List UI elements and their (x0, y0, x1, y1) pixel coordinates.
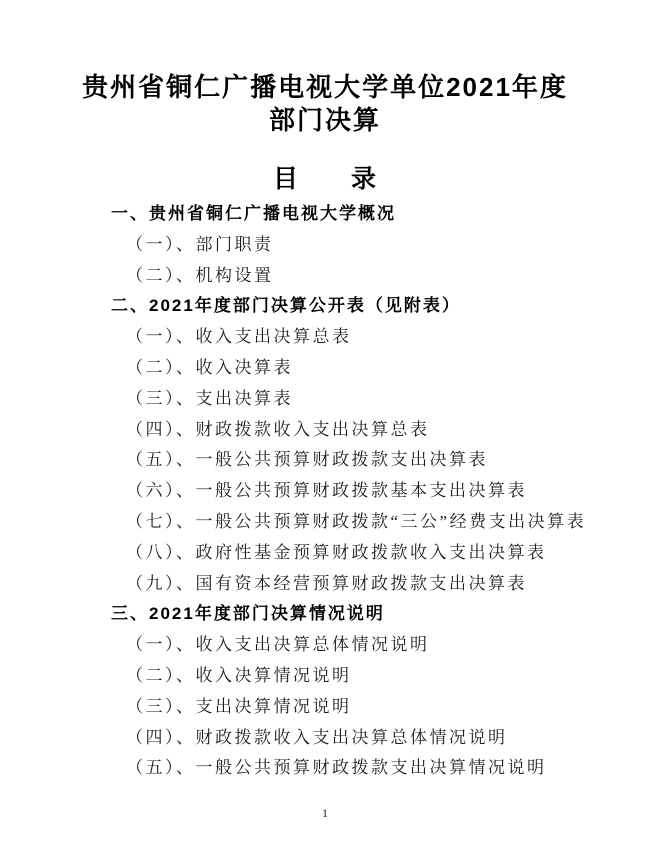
toc-section-2-item-6: （六）、一般公共预算财政拨款基本支出决算表 (126, 481, 527, 501)
toc-section-3-item-2: （二）、收入决算情况说明 (126, 665, 352, 685)
toc-section-3-heading: 三、2021年度部门决算情况说明 (111, 604, 385, 624)
toc-section-2-item-1: （一）、收入支出决算总表 (126, 327, 352, 347)
toc-section-2-item-2: （二）、收入决算表 (126, 357, 293, 377)
toc-section-1-heading: 一、贵州省铜仁广播电视大学概况 (111, 204, 396, 223)
table-of-contents (0, 199, 650, 784)
toc-section-1-item-2: （二）、机构设置 (126, 265, 274, 285)
toc-section-2-heading: 二、2021年度部门决算公开表（见附表） (111, 296, 461, 316)
toc-section-3-item-1: （一）、收入支出决算总体情况说明 (126, 635, 430, 655)
toc-section-2-item-4: （四）、财政拨款收入支出决算总表 (126, 419, 430, 439)
toc-section-2-item-8: （八）、政府性基金预算财政拨款收入支出决算表 (126, 542, 547, 562)
toc-section-2-item-5: （五）、一般公共预算财政拨款支出决算表 (126, 450, 488, 470)
document-title-line-2: 部门决算 (268, 105, 381, 135)
page-number: 1 (322, 806, 328, 820)
document-title-line-1: 贵州省铜仁广播电视大学单位2021年度 (82, 72, 568, 102)
toc-section-3-item-3: （三）、支出决算情况说明 (126, 696, 352, 716)
toc-section-2-item-9: （九）、国有资本经营预算财政拨款支出决算表 (126, 573, 527, 593)
toc-section-2-item-3: （三）、支出决算表 (126, 388, 293, 408)
toc-section-1-item-1: （一）、部门职责 (126, 234, 274, 254)
toc-section-3-item-4: （四）、财政拨款收入支出决算总体情况说明 (126, 727, 508, 747)
toc-section-2-item-7: （七）、一般公共预算财政拨款“三公”经费支出决算表 (126, 511, 587, 531)
document-title (0, 71, 650, 137)
toc-title: 目 录 (272, 165, 377, 193)
toc-section-3-item-5: （五）、一般公共预算财政拨款支出决算情况说明 (126, 758, 547, 778)
